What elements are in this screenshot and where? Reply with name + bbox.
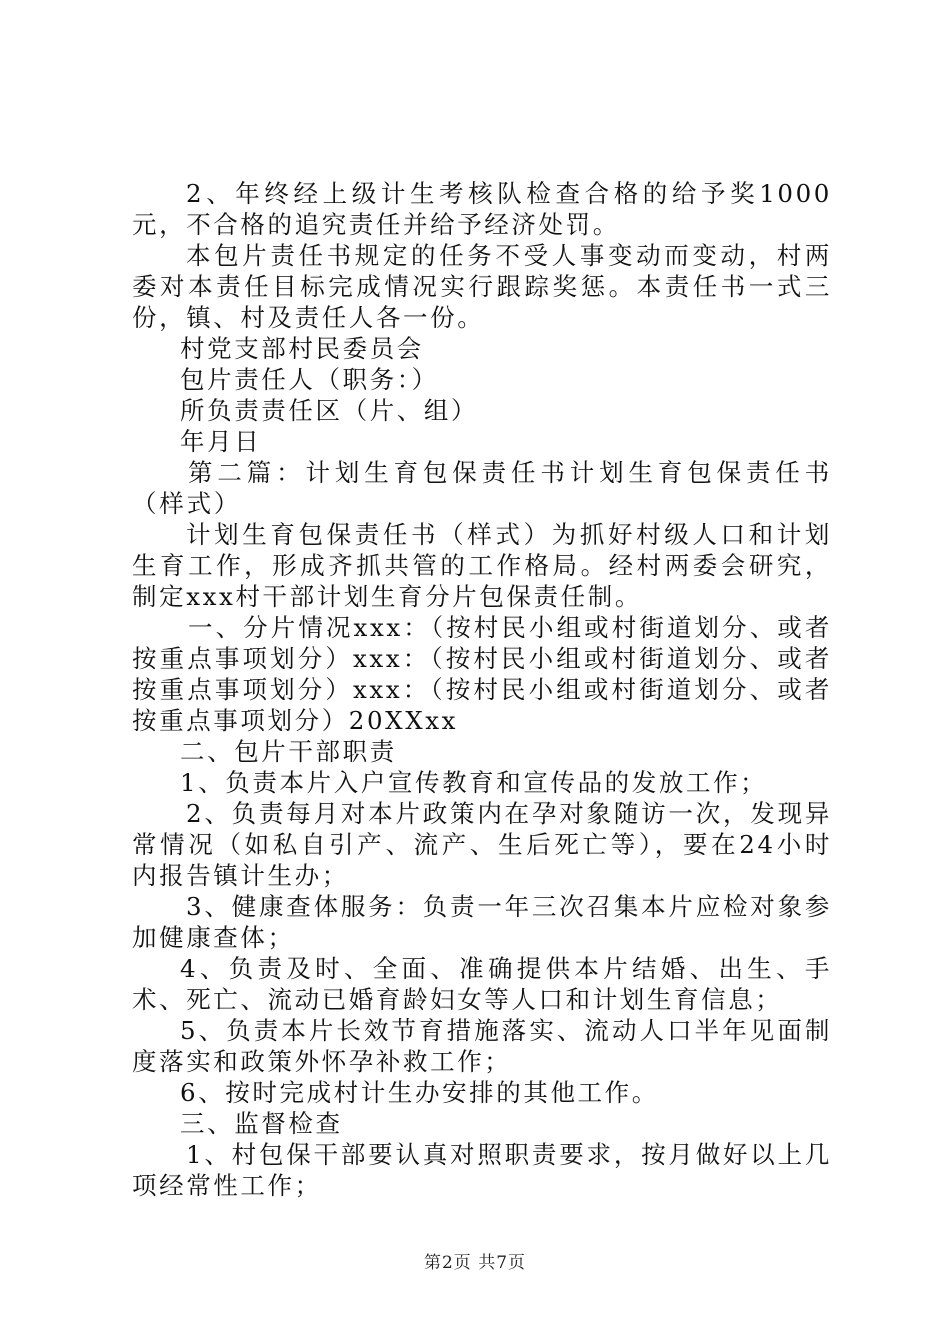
paragraph-signatory-person: 包片责任人（职务：） (180, 365, 439, 394)
document-body (132, 178, 832, 1201)
paragraph-reward-clause: 2、年终经上级计生考核队检查合格的给予奖1000元，不合格的追究责任并给予经济处罚。 (132, 179, 832, 239)
duty-item-6: 6、按时完成村计生办安排的其他工作。 (180, 1078, 659, 1107)
duty-item-4: 4、负责及时、全面、准确提供本片结婚、出生、手术、死亡、流动已婚育龄妇女等人口和计划生育信息； (132, 954, 832, 1014)
paragraph-district-division: 一、分片情况xxx：（按村民小组或村街道划分、或者按重点事项划分）xxx：（按村民小组或村街道划分、或者按重点事项划分）xxx：（按村民小组或村街道划分、或者按重点事项划分）20XXxx (132, 613, 832, 735)
paragraph-intro: 计划生育包保责任书（样式）为抓好村级人口和计划生育工作，形成齐抓共管的工作格局。经村两委会研究，制定xxx村干部计划生育分片包保责任制。 (132, 520, 832, 611)
section-title-part-two: 第二篇：计划生育包保责任书计划生育包保责任书（样式） (132, 458, 832, 518)
supervision-item-1: 1、村包保干部要认真对照职责要求，按月做好以上几项经常性工作； (132, 1140, 832, 1200)
duty-item-1: 1、负责本片入户宣传教育和宣传品的发放工作； (180, 768, 768, 797)
paragraph-date-line: 年月日 (180, 427, 262, 456)
paragraph-responsibility-scope: 本包片责任书规定的任务不受人事变动而变动，村两委对本责任目标完成情况实行跟踪奖惩。本责任书一式三份，镇、村及责任人各一份。 (132, 241, 832, 332)
duty-item-3: 3、健康查体服务：负责一年三次召集本片应检对象参加健康查体； (132, 892, 832, 952)
heading-supervision: 三、监督检查 (180, 1109, 343, 1138)
paragraph-signatory-committee: 村党支部村民委员会 (180, 334, 424, 363)
page-footer: 第2页 共7页 (423, 1253, 527, 1273)
duty-item-5: 5、负责本片长效节育措施落实、流动人口半年见面制度落实和政策外怀孕补救工作； (132, 1016, 832, 1076)
duty-item-2: 2、负责每月对本片政策内在孕对象随访一次，发现异常情况（如私自引产、流产、生后死亡等），要在24小时内报告镇计生办； (132, 799, 832, 890)
heading-cadre-duties: 二、包片干部职责 (180, 737, 397, 766)
paragraph-signatory-zone: 所负责责任区（片、组） (180, 396, 479, 425)
